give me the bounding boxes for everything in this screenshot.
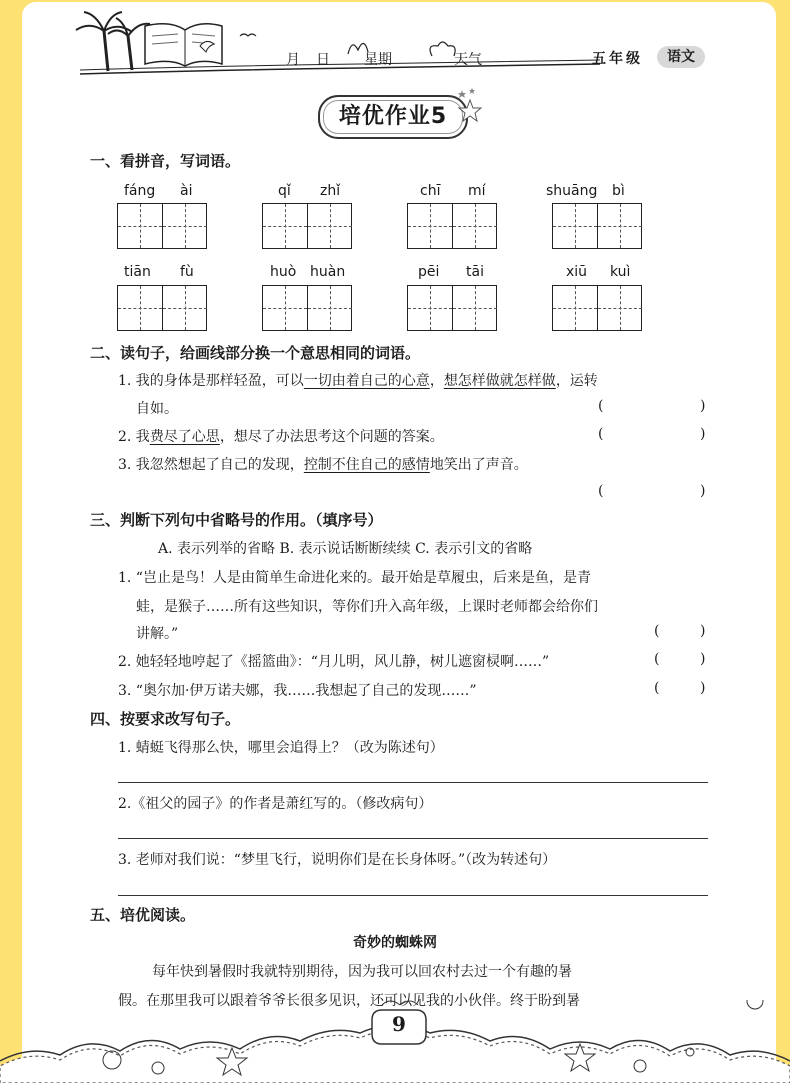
header-weather: 天气 bbox=[454, 52, 482, 68]
answer-paren-close[interactable]: ) bbox=[700, 426, 706, 442]
answer-paren-close[interactable]: ) bbox=[700, 680, 706, 696]
pinyin: qǐ bbox=[278, 183, 291, 199]
s3-question-3: 3. “奥尔加·伊万诺夫娜，我……我想起了自己的发现……” bbox=[118, 683, 477, 699]
section4-heading: 四、按要求改写句子。 bbox=[90, 710, 241, 728]
pinyin: zhǐ bbox=[320, 183, 341, 199]
page-number: 9 bbox=[392, 1012, 406, 1036]
pinyin: pēi bbox=[418, 264, 440, 280]
header-day: 日 bbox=[316, 52, 330, 68]
pinyin: tāi bbox=[466, 264, 484, 280]
pinyin: xiū bbox=[566, 264, 588, 280]
s2-question-1-cont: 自如。 bbox=[136, 401, 178, 417]
subject-badge: 语文 bbox=[657, 46, 705, 68]
s4-question-3: 3. 老师对我们说：“梦里飞行，说明你们是在长身体呀。”（改为转述句） bbox=[118, 852, 557, 868]
answer-line[interactable] bbox=[118, 895, 708, 896]
writing-grid[interactable] bbox=[552, 285, 642, 331]
title-stars-icon bbox=[454, 86, 484, 126]
writing-grid[interactable] bbox=[262, 285, 352, 331]
s2-question-2: 2. 我费尽了心思，想尽了办法思考这个问题的答案。 bbox=[118, 429, 444, 445]
answer-paren-open[interactable]: ( bbox=[654, 680, 660, 696]
pinyin: chī bbox=[420, 183, 441, 199]
answer-paren-open[interactable]: ( bbox=[598, 398, 604, 414]
s3-question-1-line2: 蛙，是猴子……所有这些知识，等你们升入高年级，上课时老师都会给你们 bbox=[136, 599, 598, 615]
s3-options: A. 表示列举的省略 B. 表示说话断断续续 C. 表示引文的省略 bbox=[158, 541, 533, 557]
s4-question-1: 1. 蜻蜓飞得那么快，哪里会追得上？（改为陈述句） bbox=[118, 740, 444, 756]
writing-grid[interactable] bbox=[117, 285, 207, 331]
answer-paren-close[interactable]: ) bbox=[700, 398, 706, 414]
passage-line: 假。在那里我可以跟着爷爷长很多见识，还可以见我的小伙伴。终于盼到暑 bbox=[118, 993, 580, 1009]
pinyin: mí bbox=[468, 183, 486, 199]
pinyin: huàn bbox=[310, 264, 346, 280]
writing-grid[interactable] bbox=[117, 203, 207, 249]
pinyin: huò bbox=[270, 264, 297, 280]
answer-paren-close[interactable]: ) bbox=[700, 483, 706, 499]
writing-grid[interactable] bbox=[262, 203, 352, 249]
section5-heading: 五、培优阅读。 bbox=[90, 906, 196, 924]
pinyin: fáng bbox=[124, 183, 156, 199]
section1-heading: 一、看拼音，写词语。 bbox=[90, 152, 241, 170]
answer-paren-open[interactable]: ( bbox=[654, 623, 660, 639]
s2-question-3: 3. 我忽然想起了自己的发现，控制不住自己的感情地笑出了声音。 bbox=[118, 457, 528, 473]
passage-title: 奇妙的蜘蛛网 bbox=[353, 935, 437, 951]
section2-heading: 二、读句子，给画线部分换一个意思相同的词语。 bbox=[90, 344, 421, 362]
writing-grid[interactable] bbox=[407, 285, 497, 331]
answer-paren-close[interactable]: ) bbox=[700, 651, 706, 667]
answer-line[interactable] bbox=[118, 838, 708, 839]
section3-heading: 三、判断下列句中省略号的作用。（填序号） bbox=[90, 511, 383, 529]
palm-tree-book-illustration bbox=[60, 6, 620, 76]
pinyin: bì bbox=[612, 183, 625, 199]
s4-question-2: 2.《祖父的园子》的作者是萧红写的。（修改病句） bbox=[118, 796, 433, 812]
answer-line[interactable] bbox=[118, 782, 708, 783]
header-grade: 五年级 bbox=[592, 51, 643, 67]
answer-paren-open[interactable]: ( bbox=[654, 651, 660, 667]
pinyin: fù bbox=[180, 264, 194, 280]
pinyin: shuāng bbox=[546, 183, 598, 199]
s3-question-2: 2. 她轻轻地哼起了《摇篮曲》：“月儿明，风儿静，树儿遮窗棂啊……” bbox=[118, 654, 550, 670]
header-month: 月 bbox=[286, 52, 300, 68]
answer-paren-open[interactable]: ( bbox=[598, 426, 604, 442]
writing-grid[interactable] bbox=[552, 203, 642, 249]
pinyin: tiān bbox=[124, 264, 151, 280]
answer-paren-open[interactable]: ( bbox=[598, 483, 604, 499]
s3-question-1-line1: 1. “岂止是鸟！人是由简单生命进化来的。最开始是草履虫，后来是鱼，是青 bbox=[118, 570, 591, 586]
s2-question-1: 1. 我的身体是那样轻盈，可以一切由着自己的心意，想怎样做就怎样做，运转 bbox=[118, 373, 598, 389]
passage-line: 每年快到暑假时我就特别期待，因为我可以回农村去过一个有趣的暑 bbox=[152, 964, 572, 980]
pinyin: kuì bbox=[610, 264, 631, 280]
s3-question-1-line3: 讲解。” bbox=[136, 626, 179, 642]
pinyin: ài bbox=[180, 183, 193, 199]
page-title: 培优作业5 bbox=[318, 95, 468, 139]
writing-grid[interactable] bbox=[407, 203, 497, 249]
header-week: 星期 bbox=[364, 52, 392, 68]
answer-paren-close[interactable]: ) bbox=[700, 623, 706, 639]
